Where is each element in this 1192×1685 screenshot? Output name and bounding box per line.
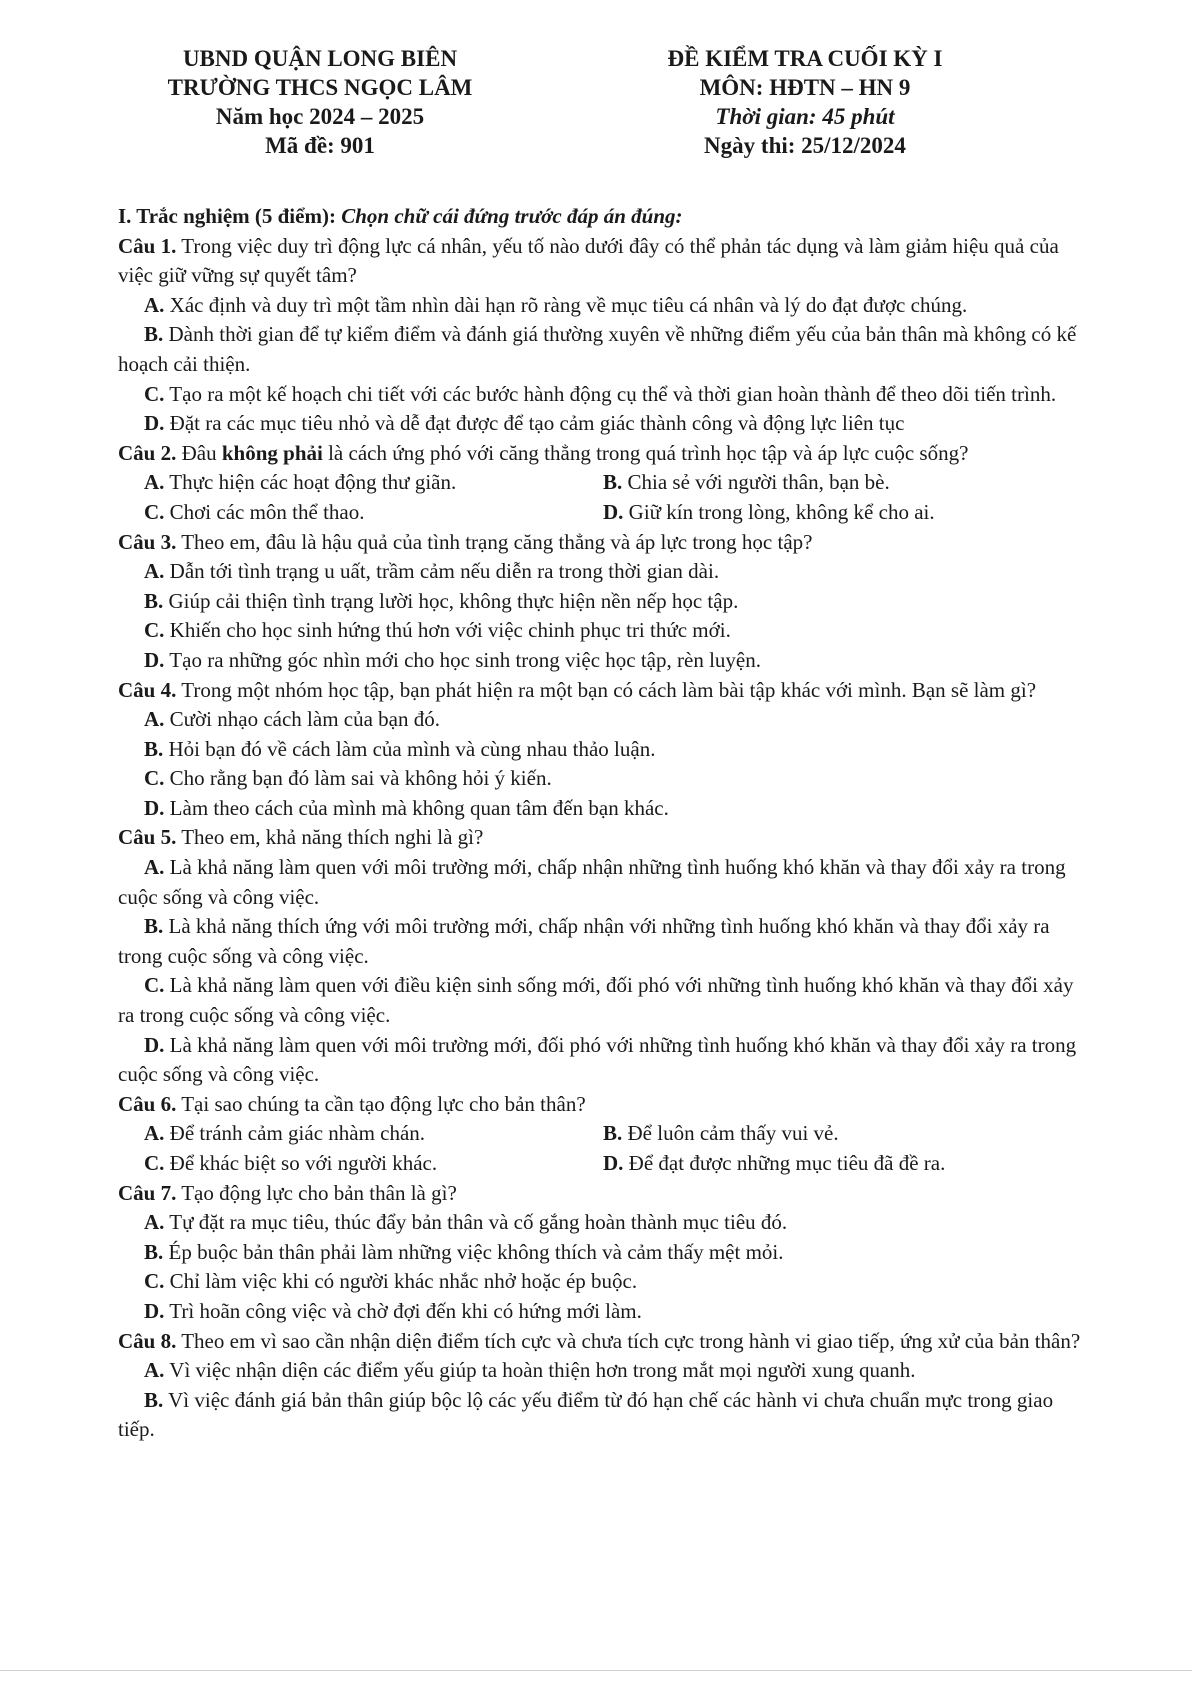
option-text: Tạo ra những góc nhìn mới cho học sinh trong việc học tập, rèn luyện.	[169, 647, 761, 672]
district-name: UBND QUẬN LONG BIÊN	[182, 46, 458, 71]
option-text: Ép buộc bản thân phải làm những việc không thích và cảm thấy mệt mỏi.	[168, 1239, 784, 1264]
option-text: Chỉ làm việc khi có người khác nhắc nhở hoặc ép buộc.	[169, 1269, 638, 1294]
option-letter: D.	[603, 499, 624, 524]
option-text: Để đạt được những mục tiêu đã đề ra.	[628, 1151, 946, 1175]
option-text: Xác định và duy trì một tầm nhìn dài hạn rõ ràng về mục tiêu cá nhân và lý do đạt được chúng.	[169, 292, 968, 317]
answer-row	[118, 1119, 1093, 1149]
page-bottom-divider	[0, 1670, 1192, 1671]
question-8	[118, 1327, 1093, 1357]
option-letter: B.	[144, 1387, 164, 1412]
question-text: Tại sao chúng ta cần tạo động lực cho bản thân?	[181, 1091, 586, 1116]
question-6	[118, 1090, 1093, 1120]
answer-option	[118, 646, 1093, 676]
option-text: Là khả năng làm quen với môi trường mới, chấp nhận những tình huống khó khăn và thay đổi xảy ra trong cuộc sống và công việc.	[118, 855, 1066, 909]
option-text: Tạo ra một kế hoạch chi tiết với các bước hành động cụ thể và thời gian hoàn thành để theo dõi tiến trình.	[169, 381, 1057, 406]
question-text: Tạo động lực cho bản thân là gì?	[181, 1180, 457, 1205]
option-text: Giữ kín trong lòng, không kể cho ai.	[628, 499, 935, 524]
question-text: Theo em, đâu là hậu quả của tình trạng căng thẳng và áp lực trong học tập?	[181, 529, 813, 554]
option-text: Để tránh cảm giác nhàm chán.	[169, 1121, 426, 1146]
answer-option	[118, 971, 1093, 1030]
question-text: Theo em vì sao cần nhận diện điểm tích cực và chưa tích cực trong hành vi giao tiếp, ứng xử của bản thân?	[181, 1328, 1081, 1353]
question-text: Trong một nhóm học tập, bạn phát hiện ra một bạn có cách làm bài tập khác với mình. Bạn sẽ làm gì?	[181, 677, 1037, 702]
option-text: Để luôn cảm thấy vui vẻ.	[627, 1121, 839, 1146]
question-text-post: là cách ứng phó với căng thẳng trong quá trình học tập và áp lực cuộc sống?	[328, 440, 969, 465]
option-text: Cười nhạo cách làm của bạn đó.	[169, 707, 440, 732]
option-text: Dành thời gian để tự kiểm điểm và đánh giá thường xuyên về những điểm yếu của bản thân mà không có kế hoạch cải thiện.	[118, 322, 1077, 376]
answer-option	[118, 1386, 1093, 1445]
option-letter: A.	[144, 292, 165, 317]
answer-option	[603, 498, 1093, 528]
option-text: Là khả năng làm quen với điều kiện sinh sống mới, đối phó với những tình huống khó khăn và thay đổi xảy ra trong cuộc sống và công việc.	[118, 973, 1074, 1028]
option-letter: A.	[144, 470, 165, 495]
option-letter: D.	[144, 795, 165, 820]
option-letter: B.	[603, 470, 623, 495]
answer-option	[118, 380, 1093, 410]
option-letter: D.	[144, 411, 165, 436]
question-text-pre: Đâu	[181, 440, 217, 465]
question-5	[118, 823, 1093, 853]
exam-body	[118, 202, 1093, 1445]
school-name: TRƯỜNG THCS NGỌC LÂM	[167, 75, 473, 100]
answer-option	[603, 1149, 1093, 1179]
question-text: Theo em, khả năng thích nghi là gì?	[181, 825, 484, 850]
option-letter: D.	[144, 647, 165, 672]
question-text: Trong việc duy trì động lực cá nhân, yếu tố nào dưới đây có thể phản tác dụng và làm giảm hiệu quả của việc giữ vững sự quyết tâm?	[118, 233, 1059, 288]
option-text: Là khả năng làm quen với môi trường mới, đối phó với những tình huống khó khăn và thay đổi xảy ra trong cuộc sống và công việc.	[118, 1032, 1077, 1087]
option-letter: A.	[144, 1210, 165, 1235]
option-letter: A.	[144, 855, 165, 880]
option-text: Chia sẻ với người thân, bạn bè.	[627, 470, 890, 495]
answer-option	[118, 1031, 1093, 1090]
option-text: Trì hoãn công việc và chờ đợi đến khi có hứng mới làm.	[169, 1298, 642, 1323]
answer-option	[118, 764, 1093, 794]
answer-option	[118, 1119, 603, 1149]
option-text: Khiến cho học sinh hứng thú hơn với việc chinh phục tri thức mới.	[169, 618, 731, 643]
question-7	[118, 1179, 1093, 1209]
answer-row	[118, 468, 1093, 498]
option-letter: A.	[144, 559, 165, 584]
school-year: Năm học 2024 – 2025	[215, 104, 425, 129]
option-letter: A.	[144, 707, 165, 732]
option-text: Làm theo cách của mình mà không quan tâm đến bạn khác.	[169, 795, 669, 820]
question-label: Câu 8.	[118, 1328, 177, 1353]
answer-option	[118, 1149, 603, 1179]
section-title	[118, 202, 1093, 232]
answer-option	[118, 794, 1093, 824]
option-letter: C.	[144, 499, 165, 524]
exam-header	[0, 44, 1192, 184]
answer-option	[118, 1238, 1093, 1268]
option-letter: D.	[144, 1298, 165, 1323]
option-letter: C.	[144, 618, 165, 643]
option-letter: B.	[603, 1121, 623, 1146]
option-letter: B.	[144, 322, 164, 347]
option-text: Đặt ra các mục tiêu nhỏ và dễ đạt được để tạo cảm giác thành công và động lực liên tục	[169, 411, 905, 436]
option-text: Vì việc đánh giá bản thân giúp bộc lộ các yếu điểm từ đó hạn chế các hành vi chưa chuẩn mực trong giao tiếp.	[118, 1387, 1054, 1442]
answer-option	[118, 291, 1093, 321]
option-letter: B.	[144, 588, 164, 613]
option-text: Hỏi bạn đó về cách làm của mình và cùng nhau thảo luận.	[168, 736, 656, 761]
question-1	[118, 232, 1093, 291]
option-letter: A.	[144, 1358, 165, 1383]
answer-option	[118, 912, 1093, 971]
answer-option	[118, 616, 1093, 646]
option-letter: C.	[144, 973, 165, 998]
answer-option	[118, 705, 1093, 735]
exam-date: Ngày thi: 25/12/2024	[704, 133, 906, 158]
option-letter: C.	[144, 1269, 165, 1294]
answer-option	[118, 587, 1093, 617]
answer-option	[118, 853, 1093, 912]
option-letter: C.	[144, 381, 165, 406]
option-letter: D.	[603, 1151, 624, 1175]
answer-option	[118, 1208, 1093, 1238]
answer-option	[118, 1267, 1093, 1297]
answer-option	[118, 1356, 1093, 1386]
answer-option	[118, 409, 1093, 439]
answer-option	[118, 557, 1093, 587]
question-4	[118, 676, 1093, 706]
option-letter: C.	[144, 766, 165, 791]
option-letter: C.	[144, 1151, 165, 1175]
question-emphasis: không phải	[221, 440, 323, 465]
question-2	[118, 439, 1093, 469]
option-text: Là khả năng thích ứng với môi trường mới, chấp nhận với những tình huống khó khăn và thay đổi xảy ra trong cuộc sống và công việc.	[118, 914, 1050, 968]
section-heading: I. Trắc nghiệm (5 điểm):	[118, 204, 336, 228]
option-letter: B.	[144, 736, 164, 761]
option-text: Vì việc nhận diện các điểm yếu giúp ta hoàn thiện hơn trong mắt mọi người xung quanh.	[169, 1358, 916, 1383]
exam-code: Mã đề: 901	[265, 133, 375, 158]
exam-title: ĐỀ KIỂM TRA CUỐI KỲ I	[667, 46, 943, 71]
option-text: Chơi các môn thể thao.	[169, 499, 365, 524]
option-text: Để khác biệt so với người khác.	[169, 1151, 438, 1175]
section-instruction: Chọn chữ cái đứng trước đáp án đúng:	[341, 204, 683, 228]
answer-option	[118, 498, 603, 528]
option-letter: B.	[144, 914, 164, 939]
option-letter: A.	[144, 1121, 165, 1146]
answer-option	[118, 320, 1093, 379]
answer-row	[118, 498, 1093, 528]
option-text: Giúp cải thiện tình trạng lười học, không thực hiện nền nếp học tập.	[168, 588, 739, 613]
option-text: Thực hiện các hoạt động thư giãn.	[169, 470, 457, 495]
question-label: Câu 2.	[118, 440, 177, 465]
question-label: Câu 5.	[118, 825, 177, 850]
answer-option	[118, 735, 1093, 765]
option-text: Tự đặt ra mục tiêu, thúc đẩy bản thân và cố gắng hoàn thành mục tiêu đó.	[169, 1210, 788, 1235]
exam-duration: Thời gian: 45 phút	[715, 104, 895, 129]
answer-row	[118, 1149, 1093, 1179]
exam-subject: MÔN: HĐTN – HN 9	[699, 75, 911, 100]
exam-info	[625, 44, 985, 160]
answer-option	[603, 1119, 1093, 1149]
question-label: Câu 7.	[118, 1180, 177, 1205]
option-text: Dẫn tới tình trạng u uất, trầm cảm nếu diễn ra trong thời gian dài.	[169, 559, 720, 584]
school-info	[140, 44, 500, 160]
option-text: Cho rằng bạn đó làm sai và không hỏi ý kiến.	[169, 766, 552, 791]
question-3	[118, 528, 1093, 558]
question-label: Câu 6.	[118, 1091, 177, 1116]
answer-option	[118, 1297, 1093, 1327]
option-letter: D.	[144, 1032, 165, 1057]
question-label: Câu 4.	[118, 677, 177, 702]
question-label: Câu 1.	[118, 233, 177, 258]
answer-option	[603, 468, 1093, 498]
option-letter: B.	[144, 1239, 164, 1264]
question-label: Câu 3.	[118, 529, 177, 554]
answer-option	[118, 468, 603, 498]
